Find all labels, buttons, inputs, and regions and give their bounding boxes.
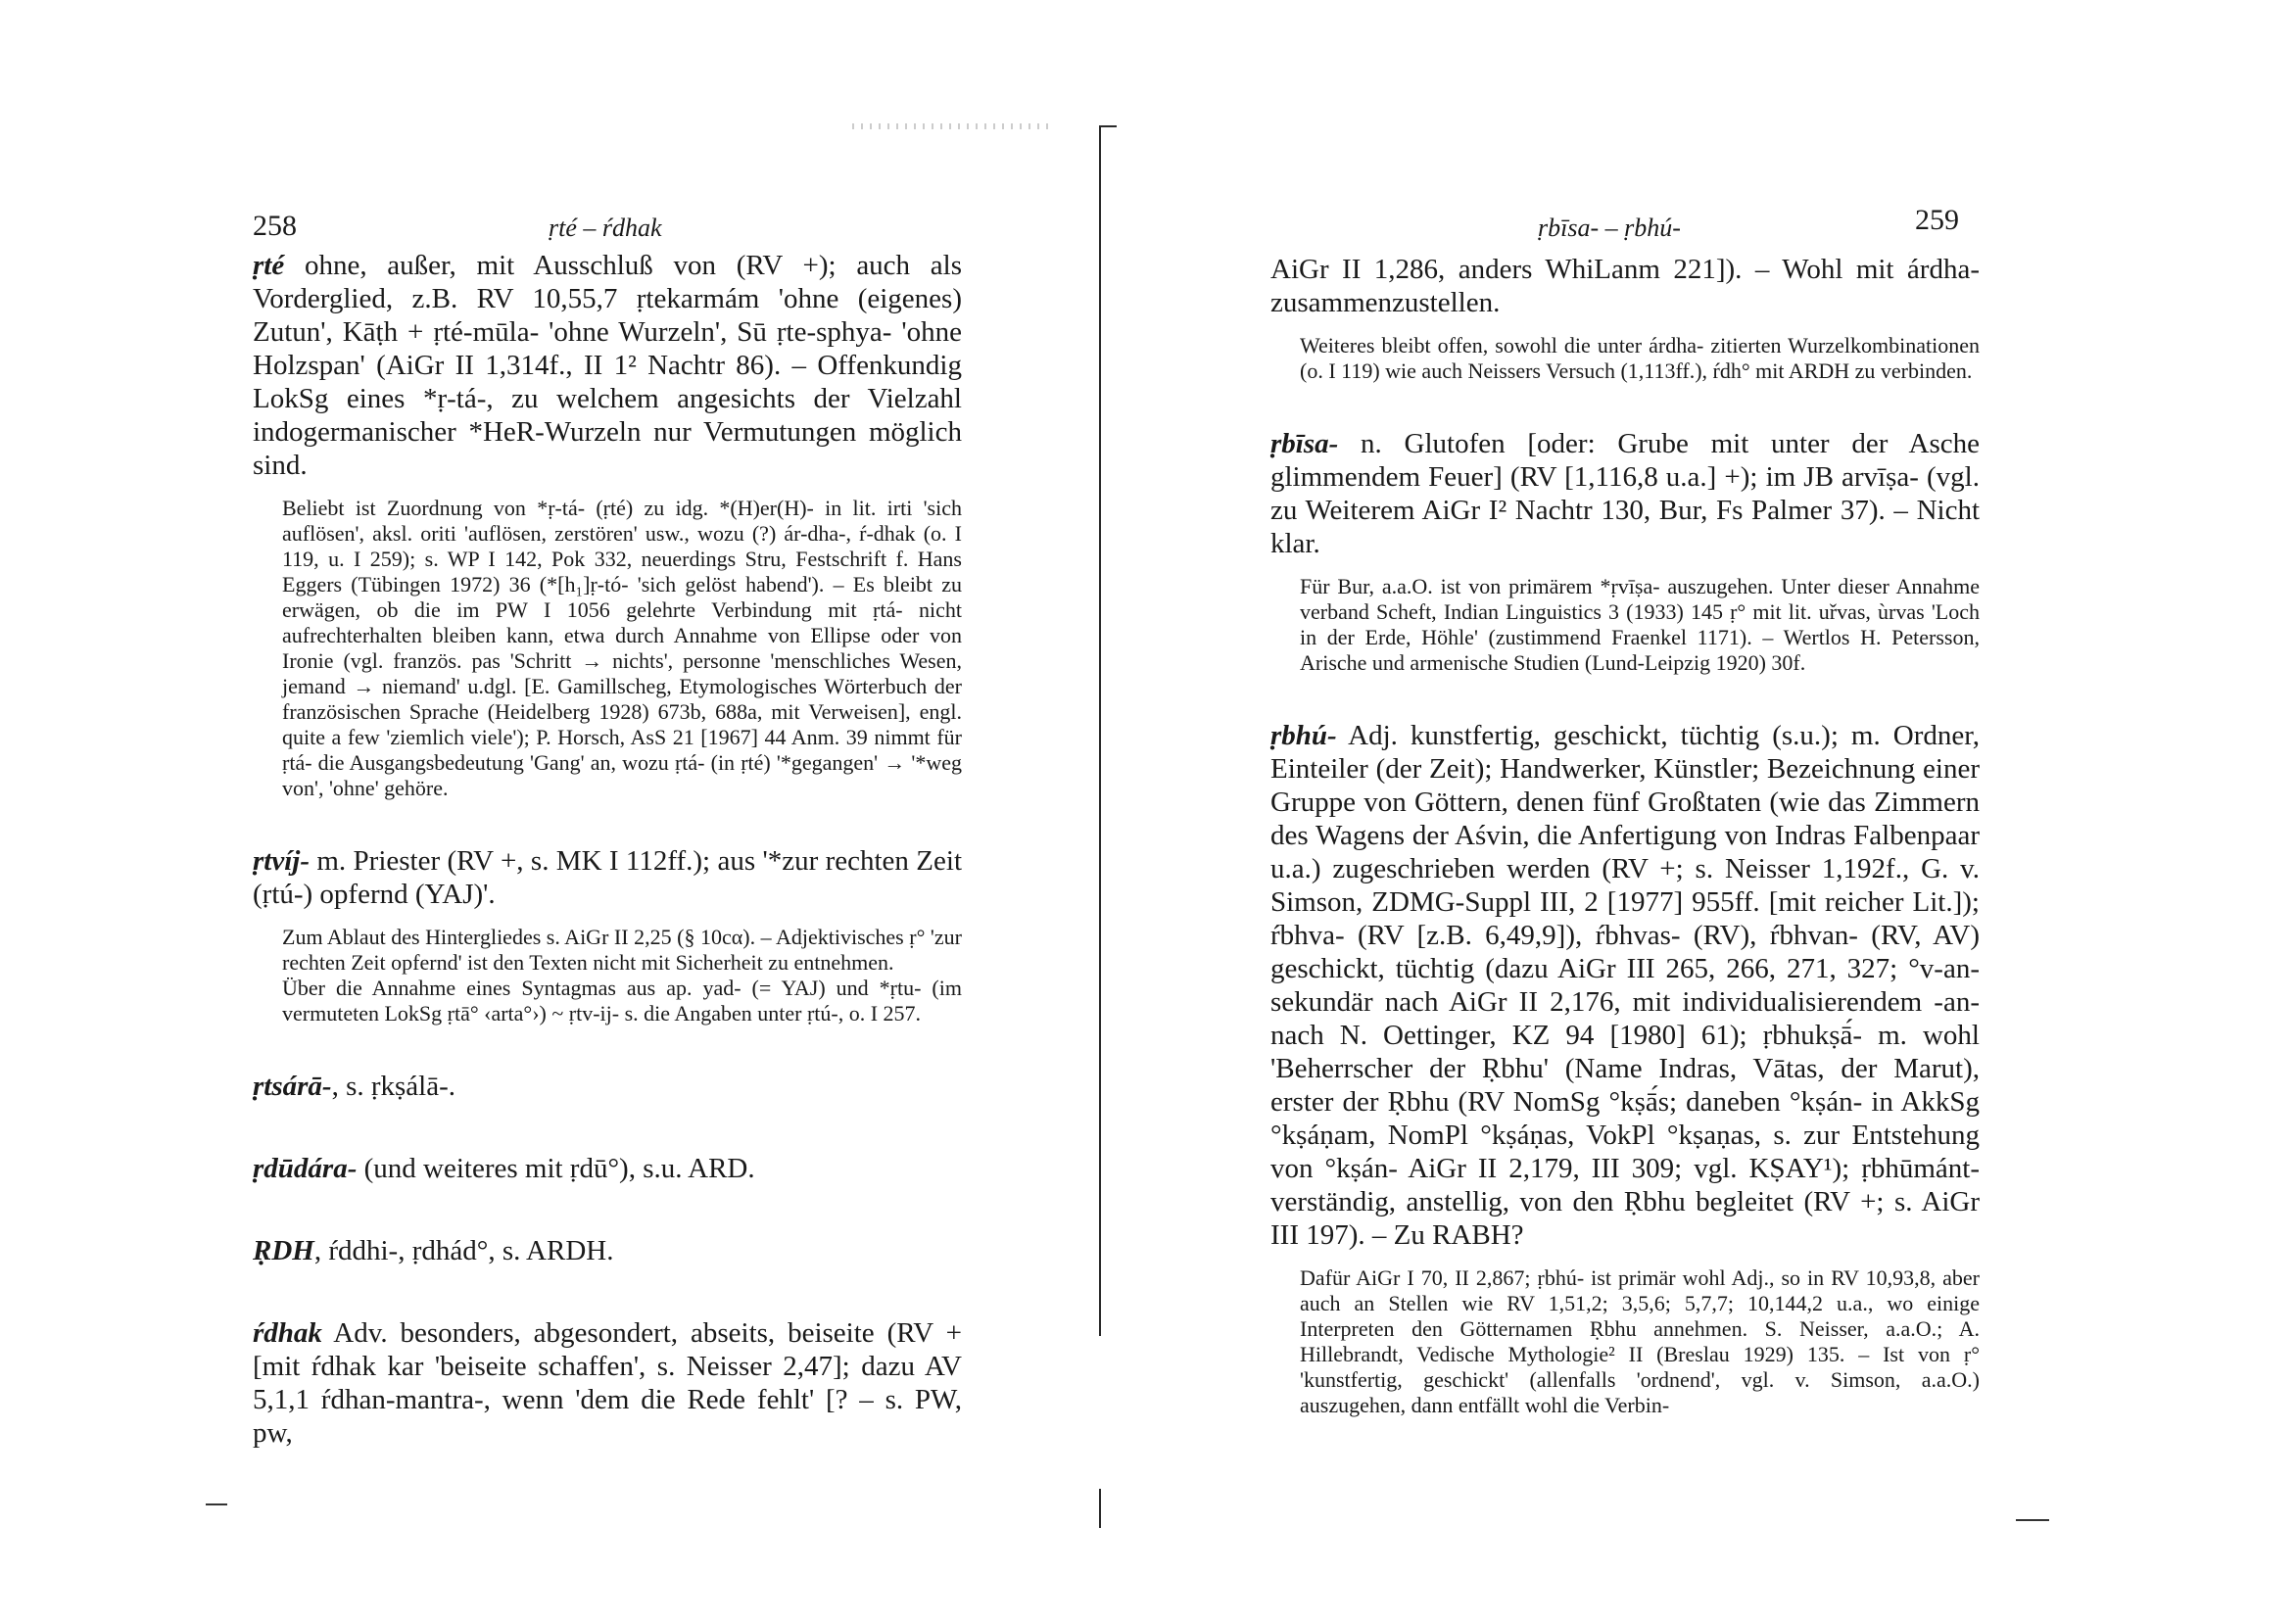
entry-headword: ŕdhak xyxy=(253,1317,322,1349)
note-paragraph: Weiteres bleibt offen, sowohl die unter árdha- zitierten Wurzelkombinationen (o. I 119) wie auch Neissers Versuch (1,113ff.), ŕdh° mit ARDH zu verbinden. xyxy=(1300,333,1980,383)
running-head: ṛbīsa- – ṛbhú- xyxy=(1538,214,1681,242)
entry-continuation: AiGr II 1,286, anders WhiLanm 221]). – Wohl mit árdha- zusammenzustellen. xyxy=(1270,254,1980,318)
note-paragraph: Beliebt ist Zuordnung von *ṛ-tá- (ṛté) zu idg. *(H)er(H)- in lit. irti 'sich auflösen', aksl. oriti 'auflösen, zerstören' usw., wozu (?) ár-dha-, ŕ-dhak (o. I 119, u. I 259); s. WP I 142, Pok 332, neuerdings Stru, Festschrift f. Hans Eggers (Tübingen 1972) 36 (*[h₁]ṛ-tó- 'sich gelöst habend'). – Es bleibt zu erwägen, ob die im PW I 1056 gelehrte Verbindung mit ṛtá- nicht aufrechterhalten bleiben kann, etwa durch Annahme von Ellipse oder von Ironie (vgl. französ. pas 'Schritt → nichts', personne 'menschliches Wesen, jemand → niemand' u.dgl. [E. Gamillscheg, Etymologisches Wörterbuch der französischen Sprache (Heidelberg 1928) 673b, 688a, mit Verweisen], engl. quite a few 'ziemlich viele'); P. Horsch, AsS 21 [1967] 44 Anm. 39 nimmt für ṛtá- die Ausgangsbedeutung 'Gang' an, wozu ṛtá- (in ṛté) '*gegangen' → '*weg von', 'ohne' gehöre. xyxy=(282,496,962,800)
text-column xyxy=(1270,253,1980,1418)
text-column xyxy=(253,249,962,1450)
page-gutter xyxy=(1099,125,1101,1336)
entry-headword: ṛté xyxy=(253,250,285,281)
entry-note xyxy=(1300,574,1980,676)
page-number: 259 xyxy=(1915,204,1959,236)
entry-definition: , ŕddhi-, ṛdhád°, s. ARDH. xyxy=(313,1235,614,1266)
entry-headword: ṛtvíj- xyxy=(253,845,310,877)
margin-mark-left xyxy=(206,1503,227,1505)
entry-definition: m. Priester (RV +, s. MK I 112ff.); aus '*zur rechten Zeit (ṛtú-) opfernd (YAJ)'. xyxy=(253,845,962,910)
page-number: 258 xyxy=(253,210,297,242)
running-head: ṛté – ŕdhak xyxy=(549,214,662,242)
entry-note xyxy=(1300,1265,1980,1418)
entry-headword: ṛdūdára- xyxy=(253,1153,358,1184)
dictionary-entry xyxy=(253,1316,962,1450)
entry-headword: ṛbhú- xyxy=(1270,720,1337,751)
entry-note xyxy=(282,925,962,1026)
dictionary-entry xyxy=(253,1234,962,1267)
entry-definition: ohne, außer, mit Ausschluß von (RV +); auch als Vorderglied, z.B. RV 10,55,7 ṛtekarmám 'ohne (eigenes) Zutun', Kāṭh + ṛté-mūla- 'ohne Wurzeln', Sū ṛte-sphya- 'ohne Holzspan' (AiGr II 1,314f., II 1² Nachtr 86). – Offenkundig LokSg eines *ṛ-tá-, zu welchem angesichts der Vielzahl indogermanischer *HeR-Wurzeln nur Vermutungen möglich sind. xyxy=(253,250,962,481)
entry-definition: n. Glutofen [oder: Grube mit unter der Asche glimmendem Feuer] (RV [1,116,8 u.a.] +); im JB arvīṣa- (vgl. zu Weiterem AiGr I² Nachtr 130, Bur, Fs Palmer 37). – Nicht klar. xyxy=(1270,428,1980,559)
note-paragraph: Für Bur, a.a.O. ist von primärem *ṛvīṣa- auszugehen. Unter dieser Annahme verband Scheft, Indian Linguistics 3 (1933) 145 ṛ° mit lit. uřvas, ùrvas 'Loch in der Erde, Höhle' (zustimmend Fraenkel 1171). – Wertlos H. Petersson, Arische und armenische Studien (Lund-Leipzig 1920) 30f. xyxy=(1300,574,1980,675)
note-paragraph: Zum Ablaut des Hintergliedes s. AiGr II 2,25 (§ 10cα). – Adjektivisches ṛ° 'zur rechten Zeit opfernd' ist den Texten nicht mit Sicherheit zu entnehmen. xyxy=(282,925,962,975)
dictionary-entry xyxy=(253,1152,962,1185)
margin-mark-right xyxy=(2016,1519,2049,1521)
dictionary-entry xyxy=(1270,719,1980,1252)
entry-definition: (und weiteres mit ṛdū°), s.u. ARD. xyxy=(357,1153,755,1184)
scan-noise xyxy=(852,123,1048,129)
entry-headword: ṛtsárā- xyxy=(253,1071,332,1102)
note-paragraph: Über die Annahme eines Syntagmas aus ap. yad- (= YAJ) und *ṛtu- (im vermuteten LokSg ṛtā° ‹arta°›) ~ ṛtv-ij- s. die Angaben unter ṛtú-, o. I 257. xyxy=(282,976,962,1026)
note-paragraph: Dafür AiGr I 70, II 2,867; ṛbhú- ist primär wohl Adj., so in RV 10,93,8, aber auch an Stellen wie RV 1,51,2; 3,5,6; 5,7,7; 10,144,2 u.a., wo einige Interpreten den Götternamen Ṛbhu annehmen. S. Neisser, a.a.O.; A. Hillebrandt, Vedische Mythologie² II (Breslau 1929) 135. – Ist von ṛ° 'kunstfertig, geschickt' (allenfalls 'ordnend', vgl. v. Simson, a.a.O.) auszugehen, dann entfällt wohl die Verbin- xyxy=(1300,1265,1980,1417)
entry-note xyxy=(282,496,962,801)
entry-definition: Adj. kunstfertig, geschickt, tüchtig (s.u.); m. Ordner, Einteiler (der Zeit); Handwerker, Künstler; Bezeichnung einer Gruppe von Göttern, denen fünf Großtaten (wie das Zimmern des Wagens der Aśvin, die Anfertigung von Indras Falbenpaar u.a.) zugeschrieben werden (RV +; s. Neisser 1,192f., G. v. Simson, ZDMG-Suppl III, 2 [1977] 955ff. [mit reicher Lit.]); ŕbhva- (RV [z.B. 6,49,9]), ŕbhvas- (RV), ŕbhvan- (RV, AV) geschickt, tüchtig (dazu AiGr III 265, 266, 271, 327; °v-an- sekundär nach AiGr II 2,176, mit individualisierendem -an- nach N. Oettinger, KZ 94 [1980] 61); ṛbhukṣā́- m. wohl 'Beherrscher der Ṛbhu' (Name Indras, Vātas, der Marut), erster der Ṛbhu (RV NomSg °kṣā́s; daneben °kṣán- in AkkSg °kṣáṇam, NomPl °kṣáṇas, VokPl °kṣaṇas, s. zur Entstehung von °kṣán- AiGr II 2,179, III 309; vgl. KṢAY¹); ṛbhūmánt- verständig, anstellig, von den Ṛbhu begleitet (RV +; s. AiGr III 197). – Zu RABH? xyxy=(1270,720,1980,1251)
gutter-tick xyxy=(1101,125,1117,127)
dictionary-entry xyxy=(1270,427,1980,560)
entry-definition: , s. ṛkṣálā-. xyxy=(331,1071,456,1102)
dictionary-entry xyxy=(253,249,962,482)
dictionary-entry xyxy=(253,1070,962,1103)
entry-headword: ṛbīsa- xyxy=(1270,428,1339,459)
page-gutter-lower xyxy=(1099,1489,1101,1528)
entry-definition: Adv. besonders, abgesondert, abseits, beiseite (RV + [mit ŕdhak kar 'beiseite schaffen', s. Neisser 2,47]; dazu AV 5,1,1 ŕdhan-mantra-, wenn 'dem die Rede fehlt' [? – s. PW, pw, xyxy=(253,1317,962,1449)
entry-note xyxy=(1300,333,1980,384)
entry-headword: ṚDH xyxy=(253,1235,314,1266)
dictionary-entry xyxy=(253,844,962,911)
